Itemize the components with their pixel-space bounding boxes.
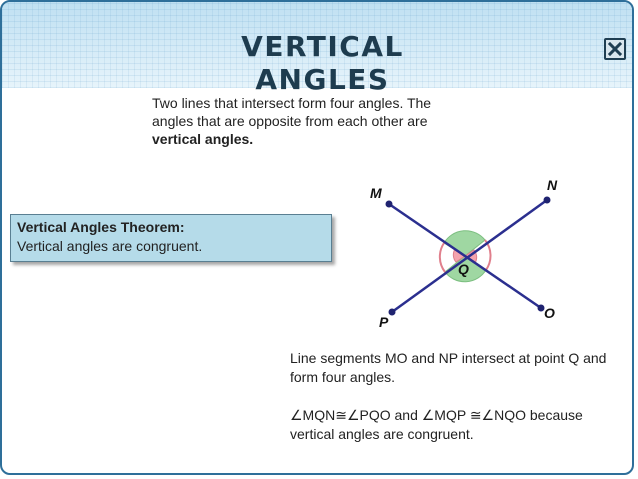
point-m-label: M xyxy=(370,185,382,201)
caption-line-1: Line segments MO and NP intersect at point Q and form four angles. xyxy=(290,350,607,385)
angle-arc-outer-2 xyxy=(440,243,445,272)
intro-text: Two lines that intersect form four angles. The angles that are opposite from each other are xyxy=(152,95,432,129)
point-p-label: P xyxy=(379,314,389,330)
close-button[interactable] xyxy=(604,38,626,60)
theorem-heading: Vertical Angles Theorem: xyxy=(17,219,185,235)
title-bar xyxy=(2,2,632,96)
point-q-label: Q xyxy=(458,261,469,277)
intersecting-lines-diagram xyxy=(360,170,580,340)
point-o-label: O xyxy=(544,305,555,321)
close-icon xyxy=(608,42,622,56)
theorem-box xyxy=(10,214,332,262)
intro-emphasis: vertical angles. xyxy=(152,131,254,147)
intro-paragraph xyxy=(152,94,472,148)
page-title: VERTICAL ANGLES xyxy=(241,30,404,96)
caption-line-2: ∠MQN≅∠PQO and ∠MQP ≅∠NQO because vertical angles are congruent. xyxy=(290,407,583,442)
point-p-dot xyxy=(389,309,396,316)
theorem-body: Vertical angles are congruent. xyxy=(17,238,203,254)
point-n-dot xyxy=(544,197,551,204)
point-m-dot xyxy=(386,201,393,208)
angle-mqn-sector xyxy=(444,231,485,256)
caption-block xyxy=(290,349,620,444)
point-n-label: N xyxy=(547,177,558,193)
